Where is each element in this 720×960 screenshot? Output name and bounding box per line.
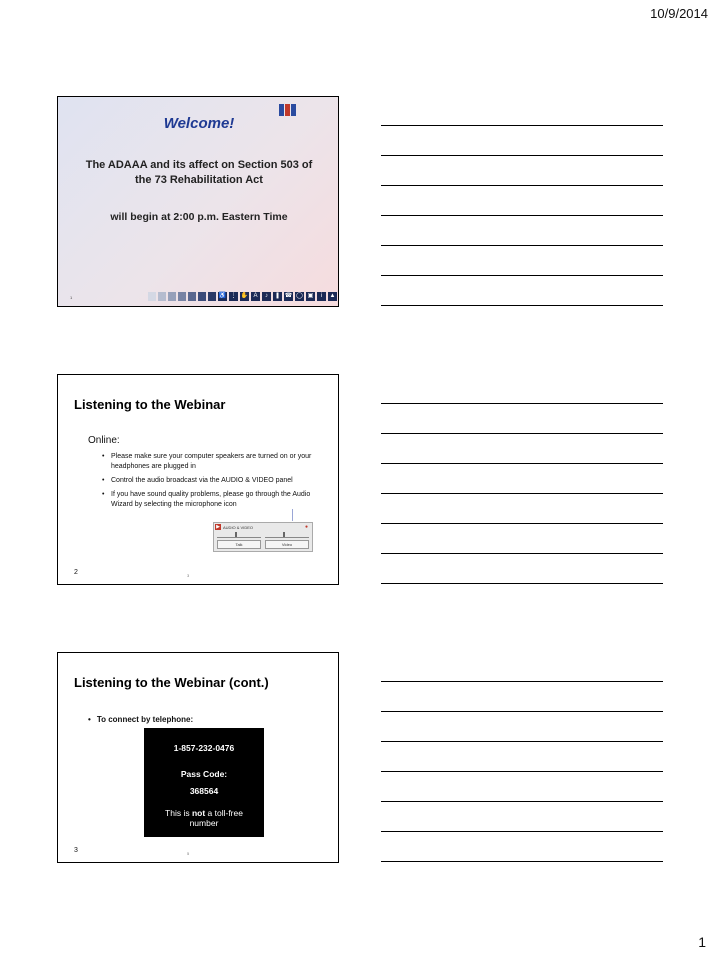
note-text: This is (165, 808, 192, 818)
note-line (381, 831, 663, 832)
note-line (381, 681, 663, 682)
assistive-device-icon: ▲ (329, 293, 336, 299)
slide-title: Listening to the Webinar (74, 397, 226, 412)
microphone-pointer-line (292, 509, 293, 521)
note-line (381, 125, 663, 126)
list-item: • Control the audio broadcast via the AUDIO & VIDEO panel (102, 476, 324, 486)
organization-logo (276, 103, 332, 117)
note-line (381, 403, 663, 404)
note-line (381, 275, 663, 276)
microphone-volume-slider (265, 532, 309, 538)
note-line (381, 493, 663, 494)
toll-free-note (152, 808, 256, 828)
slide-thumbnail-1 (57, 96, 339, 307)
sign-language-icon: ✋ (240, 293, 249, 299)
note-line (381, 741, 663, 742)
note-line (381, 861, 663, 862)
slide-thumbnail-2 (57, 374, 339, 585)
large-print-icon: A (251, 292, 260, 301)
captioning-icon: ▣ (307, 293, 314, 299)
speaker-volume-slider (217, 532, 261, 538)
wheelchair-icon: ♿ (218, 293, 227, 299)
footer-mini-number: 3 (187, 573, 190, 578)
slide-thumbnail-3 (57, 652, 339, 863)
slide-number: 1 (70, 295, 73, 300)
slide-number: 2 (74, 569, 78, 576)
footer-mini-number: 5 (187, 851, 190, 856)
microphone-icon: ● (304, 524, 308, 530)
panel-label: AUDIO & VIDEO (223, 524, 254, 530)
page-number: 1 (698, 934, 706, 950)
accessibility-icon-strip (148, 292, 337, 301)
note-line (381, 583, 663, 584)
telephone-icon: ☎ (284, 293, 293, 299)
cane-icon: ❚ (274, 293, 281, 299)
note-text: a toll-free number (189, 808, 243, 828)
video-button: Video (265, 540, 309, 549)
audio-video-panel-image (213, 522, 313, 552)
telephone-bullet (88, 715, 193, 724)
information-icon: i (317, 292, 326, 301)
note-line (381, 245, 663, 246)
play-icon: ▶ (216, 524, 220, 530)
note-line (381, 771, 663, 772)
start-time-text: will begin at 2:00 p.m. Eastern Time (110, 211, 288, 223)
slide-number: 3 (74, 847, 78, 854)
note-line (381, 185, 663, 186)
note-line (381, 523, 663, 524)
section-label: Online: (88, 435, 120, 446)
pass-code-label: Pass Code: (180, 769, 228, 779)
list-item: • If you have sound quality problems, please go through the Audio Wizard by selecting the microphone icon (102, 490, 324, 510)
phone-number: 1-857-232-0476 (173, 743, 235, 753)
note-line (381, 553, 663, 554)
pass-code-value: 368564 (189, 786, 219, 796)
braille-icon: ⋮ (230, 293, 237, 299)
print-date: 10/9/2014 (650, 6, 708, 21)
ear-icon: ◯ (296, 293, 303, 299)
note-line (381, 433, 663, 434)
note-line (381, 215, 663, 216)
list-item: • Please make sure your computer speakers are turned on or your headphones are plugged in (102, 452, 324, 472)
phone-info-box (144, 728, 264, 837)
slide-title: Listening to the Webinar (cont.) (74, 675, 269, 690)
note-line (381, 801, 663, 802)
bullet-text: To connect by telephone: (96, 715, 194, 724)
note-line (381, 155, 663, 156)
slide-title: Welcome! (163, 115, 235, 132)
note-line (381, 305, 663, 306)
note-line (381, 711, 663, 712)
audio-icon: ♪ (262, 292, 271, 301)
slide-subtitle: The ADAAA and its affect on Section 503 of the 73 Rehabilitation Act (85, 159, 313, 186)
note-line (381, 463, 663, 464)
talk-button: Talk (217, 540, 261, 549)
bullet-list (102, 452, 324, 514)
note-emphasis: not (191, 808, 206, 818)
